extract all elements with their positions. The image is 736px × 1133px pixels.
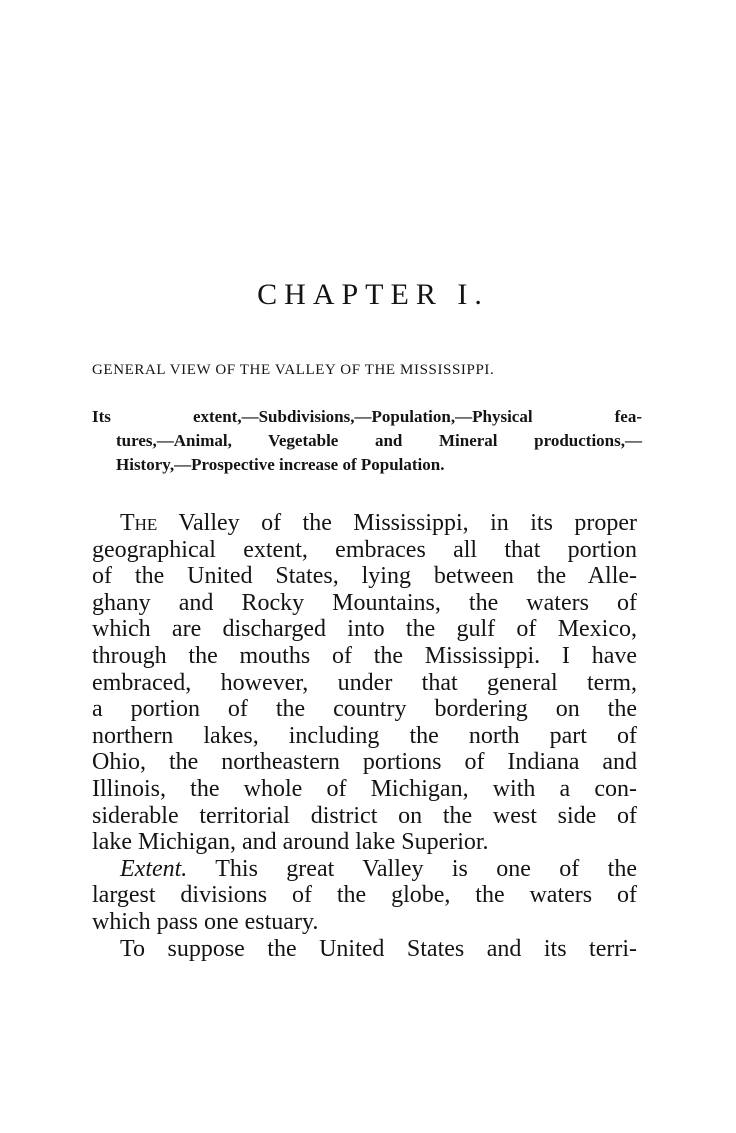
synopsis-line: tures,—Animal, Vegetable and Mineral productions,— bbox=[116, 431, 642, 450]
section-title: GENERAL VIEW OF THE VALLEY OF THE MISSISSIPPI. bbox=[92, 362, 495, 378]
body-line: of the United States, lying between the Alle- bbox=[92, 563, 637, 590]
body-line: Illinois, the whole of Michigan, with a con- bbox=[92, 775, 637, 802]
body-line: through the mouths of the Mississippi. I have bbox=[92, 642, 637, 669]
body-line: siderable territorial district on the west side of bbox=[92, 802, 637, 829]
body-line: ghany and Rocky Mountains, the waters of bbox=[92, 589, 637, 616]
body-line: Ohio, the northeastern portions of Indiana and bbox=[92, 749, 637, 776]
synopsis-line: Its extent,—Subdivisions,—Population,—Physical fea- bbox=[92, 407, 642, 426]
lead-word: The bbox=[120, 510, 158, 536]
body-line-text: Valley of the Mississippi, in its proper bbox=[157, 510, 637, 536]
body-line-text: This great Valley is one of the bbox=[187, 855, 637, 882]
body-line: which pass one estuary. bbox=[92, 908, 319, 935]
body-line: northern lakes, including the north part of bbox=[92, 722, 637, 749]
body-line: which are discharged into the gulf of Mexico, bbox=[92, 616, 637, 643]
chapter-synopsis bbox=[92, 405, 642, 477]
body-line: embraced, however, under that general term, bbox=[92, 669, 637, 696]
body-line: a portion of the country bordering on the bbox=[92, 696, 637, 723]
body-line bbox=[92, 856, 637, 883]
chapter-heading: CHAPTER I. bbox=[257, 278, 489, 311]
body-line: To suppose the United States and its terri- bbox=[120, 935, 637, 962]
body-line bbox=[92, 510, 637, 537]
extent-label: Extent. bbox=[120, 855, 188, 882]
body-line: lake Michigan, and around lake Superior. bbox=[92, 829, 489, 856]
body-line: geographical extent, embraces all that portion bbox=[92, 536, 637, 563]
body-text bbox=[92, 510, 637, 962]
synopsis-line: History,—Prospective increase of Population. bbox=[116, 455, 445, 474]
body-line: largest divisions of the globe, the waters of bbox=[92, 882, 637, 909]
